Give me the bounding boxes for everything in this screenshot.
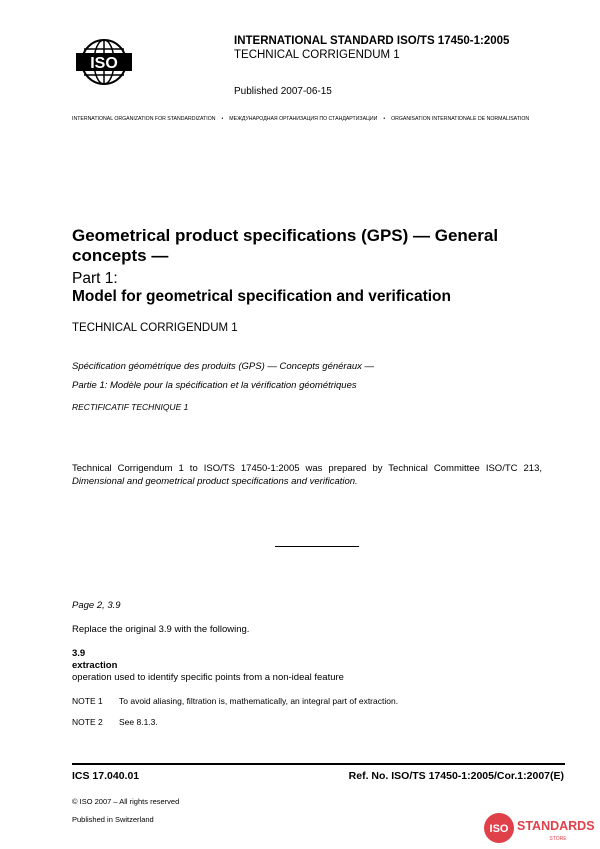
iso-standards-store-badge	[483, 811, 596, 845]
intro-committee-name: Dimensional and geometrical product specifications and verification.	[72, 475, 358, 487]
badge-store-text: STORE	[549, 836, 567, 842]
note-2	[72, 717, 158, 727]
ics-code: ICS 17.040.01	[72, 770, 140, 782]
badge-iso-text: ISO	[489, 823, 509, 835]
published-date: Published 2007-06-15	[234, 86, 332, 97]
published-in: Published in Switzerland	[72, 815, 154, 824]
part-title: Model for geometrical specification and verification	[72, 288, 451, 305]
org-name-ru: МЕЖДУНАРОДНАЯ ОРГАНИЗАЦИЯ ПО СТАНДАРТИЗАЦИИ	[229, 116, 378, 122]
org-name-fr: ORGANISATION INTERNATIONALE DE NORMALISATION	[391, 116, 530, 122]
corrigendum-label: TECHNICAL CORRIGENDUM 1	[234, 49, 400, 61]
note-text: To avoid aliasing, filtration is, mathematically, an integral part of extraction.	[119, 696, 399, 706]
note-1	[72, 696, 398, 706]
note-text: See 8.1.3.	[119, 717, 158, 727]
french-title: Spécification géométrique des produits (GPS) — Concepts généraux —	[72, 361, 375, 372]
term-number: 3.9	[72, 648, 86, 659]
term-name: extraction	[72, 660, 118, 671]
technical-corrigendum-heading: TECHNICAL CORRIGENDUM 1	[72, 322, 238, 334]
intro-text: Technical Corrigendum 1 to ISO/TS 17450-1:2005 was prepared by Technical Committee ISO/TC 213,	[72, 463, 542, 474]
note-label: NOTE 1	[72, 696, 103, 706]
badge-standards-text: STANDARDS	[517, 819, 595, 833]
replace-instruction: Replace the original 3.9 with the following.	[72, 624, 250, 635]
french-part-title: Partie 1: Modèle pour la spécification et la vérification géométriques	[72, 380, 357, 391]
organization-line	[72, 116, 562, 122]
separator-dot-icon: •	[383, 116, 386, 122]
separator-rule	[275, 546, 359, 547]
org-name-en: INTERNATIONAL ORGANIZATION FOR STANDARDIZATION	[72, 116, 216, 122]
standard-title: INTERNATIONAL STANDARD ISO/TS 17450-1:2005	[234, 35, 510, 47]
iso-logo	[72, 38, 136, 86]
part-label: Part 1:	[72, 270, 118, 287]
term-definition: operation used to identify specific points from a non-ideal feature	[72, 672, 344, 683]
note-label: NOTE 2	[72, 717, 103, 727]
separator-dot-icon: •	[221, 116, 224, 122]
french-corrigendum: RECTIFICATIF TECHNIQUE 1	[72, 402, 189, 412]
page-reference: Page 2, 3.9	[72, 600, 121, 611]
intro-paragraph	[72, 463, 542, 488]
copyright: © ISO 2007 – All rights reserved	[72, 797, 180, 806]
document-title: Geometrical product specifications (GPS) — General concepts —	[72, 226, 499, 265]
footer-rule	[72, 763, 565, 765]
iso-logo-text: ISO	[90, 55, 118, 72]
reference-number: Ref. No. ISO/TS 17450-1:2005/Cor.1:2007(E)	[348, 770, 564, 782]
